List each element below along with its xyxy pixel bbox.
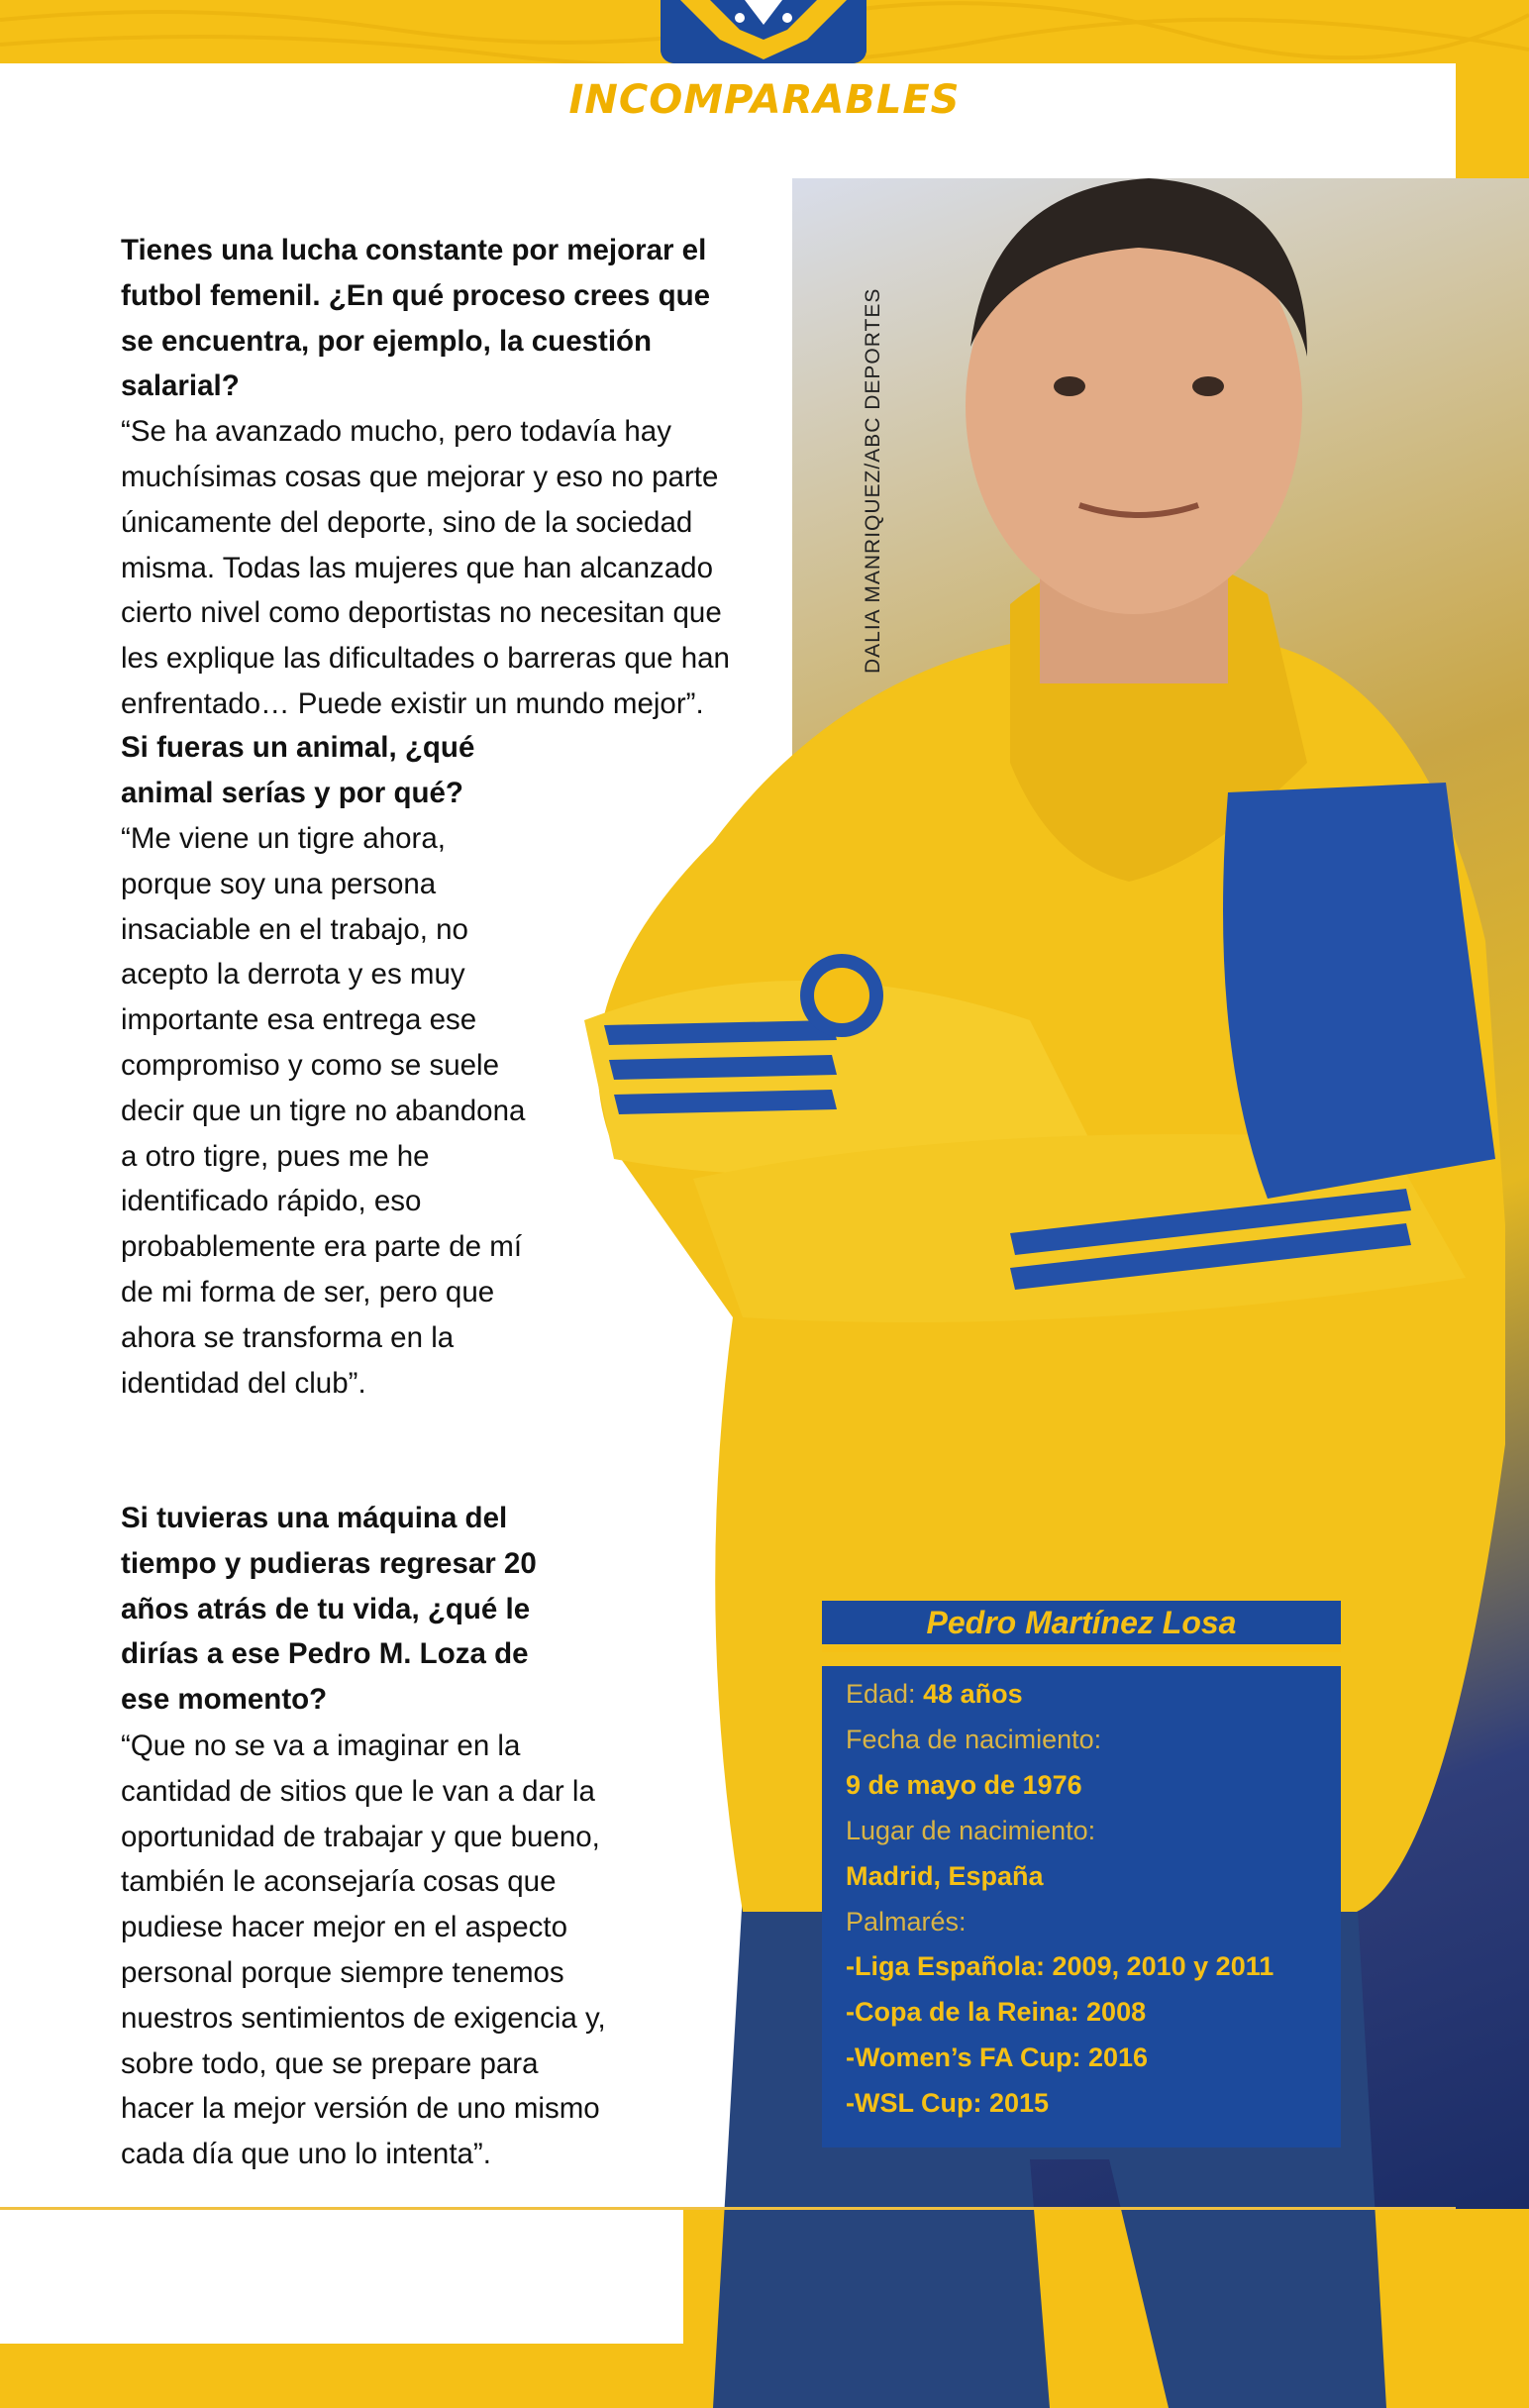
birth-place-label: Lugar de nacimiento: [846,1815,1096,1845]
honour-item: -Copa de la Reina: 2008 [846,1997,1147,2028]
birth-date-label: Fecha de nacimiento: [846,1724,1102,1754]
age-value: 48 años [923,1679,1023,1709]
question-3: Si tuvieras una máquina del tiempo y pudieras regresar 20 años atrás de tu vida, ¿qué le dirías a ese Pedro M. Loza de ese momento? [121,1502,537,1717]
question-1: Tienes una lucha constante por mejorar el futbol femenil. ¿En qué proceso crees que se encuentra, por ejemplo, la cuestión salarial? [121,234,711,403]
interview-block-3-answer [121,1724,616,2177]
answer-3: “Que no se va a imaginar en la cantidad de sitios que le van a dar la oportunidad de trabajar y que bueno, también le aconsejaría cosas que pudiese hacer mejor en el aspecto personal porque siempre tenemos nuestros sentimientos de exigencia y, sobre todo, que se prepare para hacer la mejor versión de uno mismo cada día que uno lo intenta”. [121,1729,606,2171]
answer-2: “Me viene un tigre ahora, porque soy una persona insaciable en el trabajo, no acepto la derrota y es muy importante esa entrega ese compromiso y como se suele decir que un tigre no abandona a otro tigre, pues me he identificado rápido, eso probablemente era parte de mí de mi forma de ser, pero que ahora se transforma en la identidad del club”. [121,822,526,1400]
footer-area [0,2210,683,2344]
answer-1: “Se ha avanzado mucho, pero todavía hay muchísimas cosas que mejorar y eso no parte únicamente del deporte, sino de la sociedad misma. Todas las mujeres que han alcanzado cierto nivel como deportistas no necesitan que les explique las dificultades o barreras que han enfrentado… Puede existir un mundo mejor”. [121,415,730,720]
honour-item: -WSL Cup: 2015 [846,2088,1050,2119]
birth-date-value: 9 de mayo de 1976 [846,1769,1082,1800]
honours-label: Palmarés: [846,1906,967,1937]
profile-card [822,1666,1341,2147]
tigres-logo-icon [661,0,866,63]
interview-block-1 [121,228,735,727]
section-title: INCOMPARABLES [568,77,961,123]
interview-block-2 [121,725,566,816]
photo-credit: DALIA MANRIQUEZ/ABC DEPORTES [862,287,884,674]
question-2: Si fueras un animal, ¿qué animal serías y por qué? [121,731,475,809]
birth-place-value: Madrid, España [846,1860,1044,1891]
honour-item: -Women’s FA Cup: 2016 [846,2042,1149,2073]
interview-block-2-answer [121,816,537,1406]
age-label: Edad: [846,1679,916,1709]
profile-age [846,1672,1341,1718]
honour-item: -Liga Española: 2009, 2010 y 2011 [846,1951,1274,1982]
profile-name: Pedro Martínez Losa [822,1601,1341,1644]
interview-block-3 [121,1496,537,1723]
